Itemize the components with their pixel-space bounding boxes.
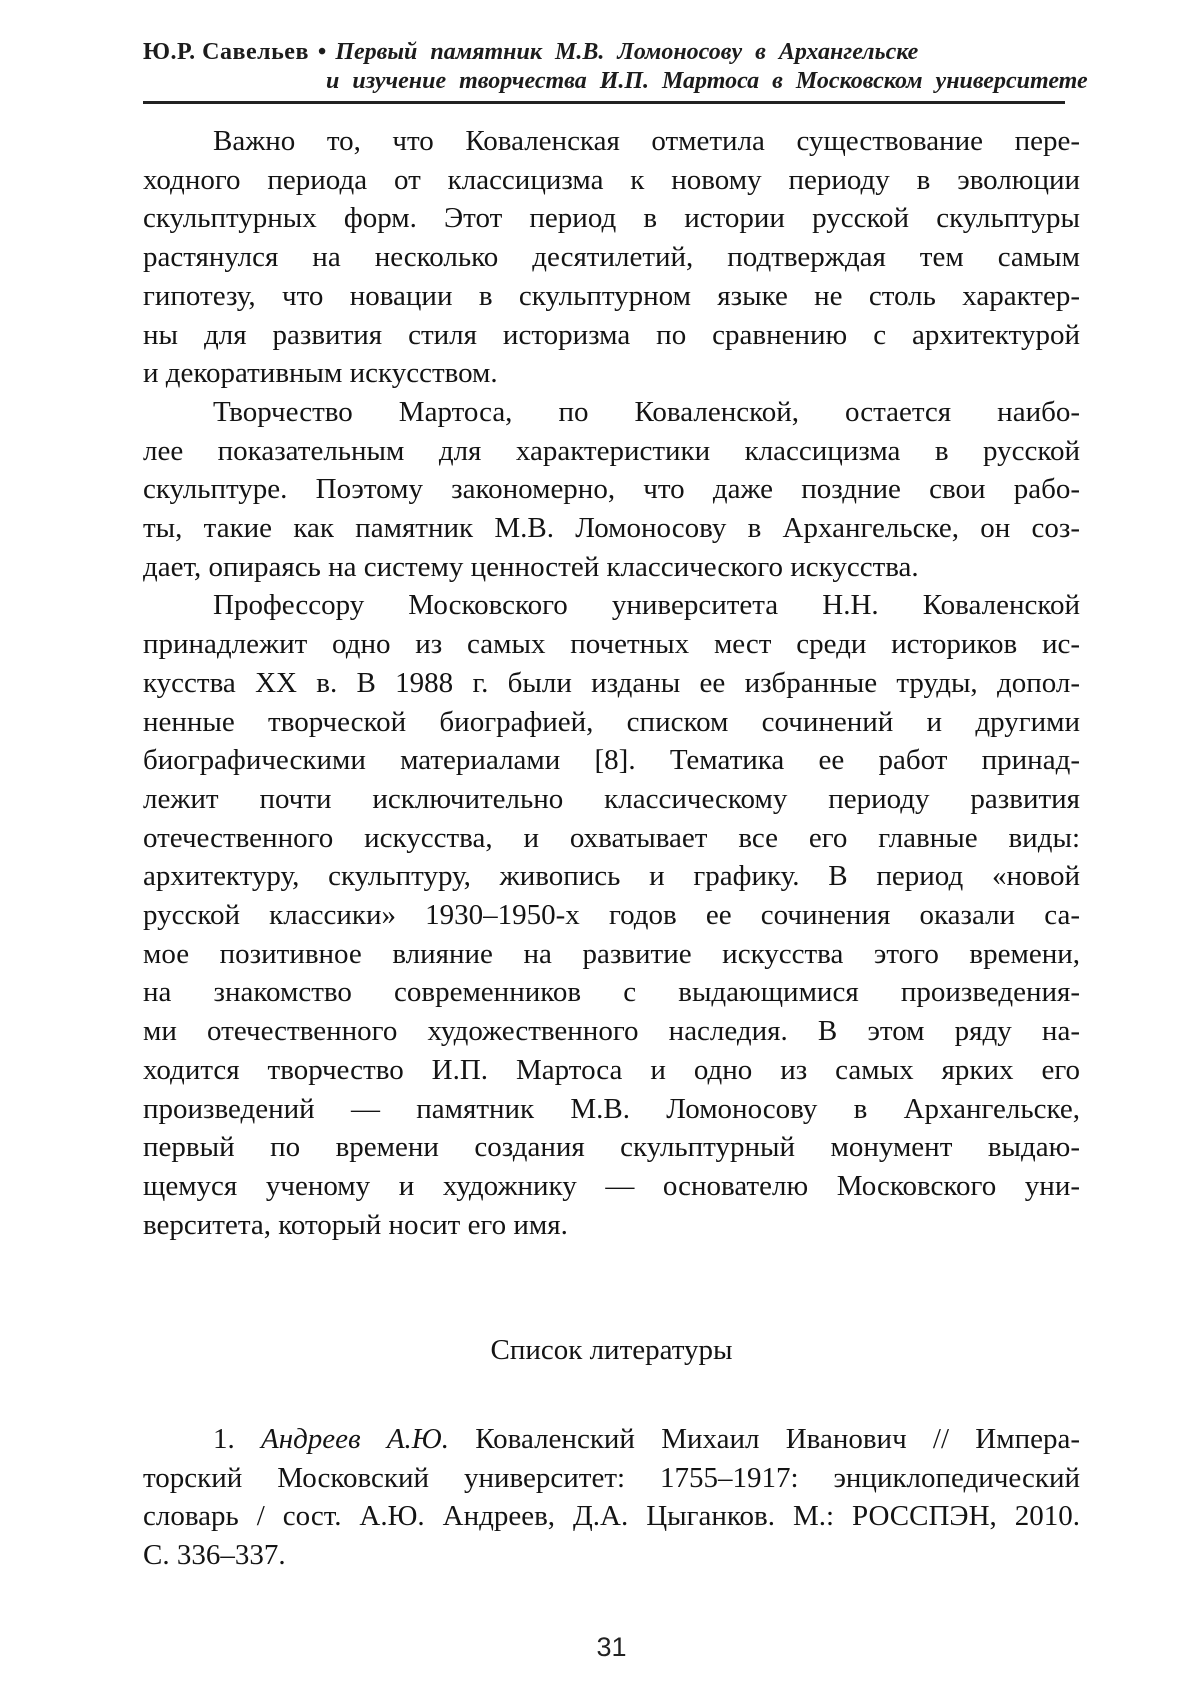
- text-line: произведений — памятник М.В. Ломоносову в Архангельске,: [143, 1092, 1080, 1125]
- text-line: ми отечественного художественного наследия. В этом ряду на-: [143, 1015, 1080, 1048]
- text-line: отечественного искусства, и охватывает все его главные виды:: [143, 821, 1080, 854]
- text-line: растянулся на несколько десятилетий, подтверждая тем самым: [143, 241, 1080, 274]
- text-line: ненные творческой биографией, списком сочинений и другими: [143, 705, 1080, 738]
- text-line: скульптурных форм. Этот период в истории русской скульптуры: [143, 202, 1080, 235]
- text-line: кусства XX в. В 1988 г. были изданы ее избранные труды, допол-: [143, 666, 1080, 699]
- text-line: Важно то, что Коваленская отметила существование пере-: [213, 125, 1080, 157]
- text-line: первый по времени создания скульптурный монумент выдаю-: [143, 1131, 1080, 1164]
- running-header: [143, 38, 1088, 96]
- text-line: ты, такие как памятник М.В. Ломоносову в Архангельске, он соз-: [143, 512, 1080, 545]
- entry-text: Коваленский Михаил Иванович // Импера-: [475, 1423, 1080, 1455]
- text-line: архитектуру, скульптуру, живопись и графику. В период «новой: [143, 860, 1080, 893]
- text-line: ходится творчество И.П. Мартоса и одно из самых ярких его: [143, 1053, 1080, 1086]
- text-line: ходного периода от классицизма к новому периоду в эволюции: [143, 163, 1080, 196]
- paragraph-1: [143, 122, 1080, 393]
- article-body: [143, 122, 1080, 1244]
- text-line: [143, 1420, 1080, 1459]
- bibliography-heading: Список литературы: [490, 1334, 733, 1366]
- bibliography-entry: [143, 1420, 1080, 1575]
- text-line: лее показательным для характеристики классицизма в русской: [143, 434, 1080, 467]
- text-line: гипотезу, что новации в скульптурном языке не столь характер-: [143, 279, 1080, 312]
- paragraph-3: [143, 586, 1080, 1244]
- header-rule: [143, 101, 1065, 104]
- text-line: ны для развития стиля историзма по сравнению с архитектурой: [143, 318, 1080, 351]
- text-line: торский Московский университет: 1755–1917: энциклопедический: [143, 1461, 1080, 1494]
- text-line: лежит почти исключительно классическому периоду развития: [143, 782, 1080, 815]
- header-line-1: [143, 38, 1080, 67]
- text-line: верситета, который носит его имя.: [143, 1208, 568, 1241]
- header-title-line1: Первый памятник М.В. Ломоносову в Архангельске: [335, 39, 919, 65]
- text-line: щемуся ученому и художнику — основателю Московского уни-: [143, 1169, 1080, 1202]
- text-line: биографическими материалами [8]. Тематика ее работ принад-: [143, 744, 1080, 777]
- header-title-line2: и изучение творчества И.П. Мартоса в Московском университете: [326, 68, 1088, 94]
- paragraph-2: [143, 393, 1080, 587]
- text-line: Профессору Московского университета Н.Н. Коваленской: [213, 589, 1080, 622]
- text-line: и декоративным искусством.: [143, 357, 498, 390]
- text-line: русской классики» 1930–1950-х годов ее сочинения оказали са-: [143, 899, 1080, 932]
- text-line: скульптуре. Поэтому закономерно, что даже поздние свои рабо-: [143, 473, 1080, 506]
- header-author: Ю.Р. Савельев: [143, 39, 309, 65]
- header-bullet-separator: •: [317, 39, 327, 65]
- text-line: Творчество Мартоса, по Коваленской, остается наибо-: [213, 395, 1080, 428]
- text-line: словарь / сост. А.Ю. Андреев, Д.А. Цыганков. М.: РОССПЭН, 2010.: [143, 1500, 1080, 1533]
- text-line: мое позитивное влияние на развитие искусства этого времени,: [143, 937, 1080, 970]
- entry-number: 1.: [213, 1423, 235, 1455]
- text-line: дает, опираясь на систему ценностей классического искусства.: [143, 550, 919, 583]
- text-line: С. 336–337.: [143, 1539, 286, 1572]
- entry-author: Андреев А.Ю.: [261, 1423, 449, 1455]
- text-line: на знакомство современников с выдающимися произведения-: [143, 976, 1080, 1009]
- text-line: принадлежит одно из самых почетных мест среди историков ис-: [143, 628, 1080, 661]
- bibliography-section: [143, 1420, 1080, 1575]
- page-number: 31: [596, 1632, 627, 1662]
